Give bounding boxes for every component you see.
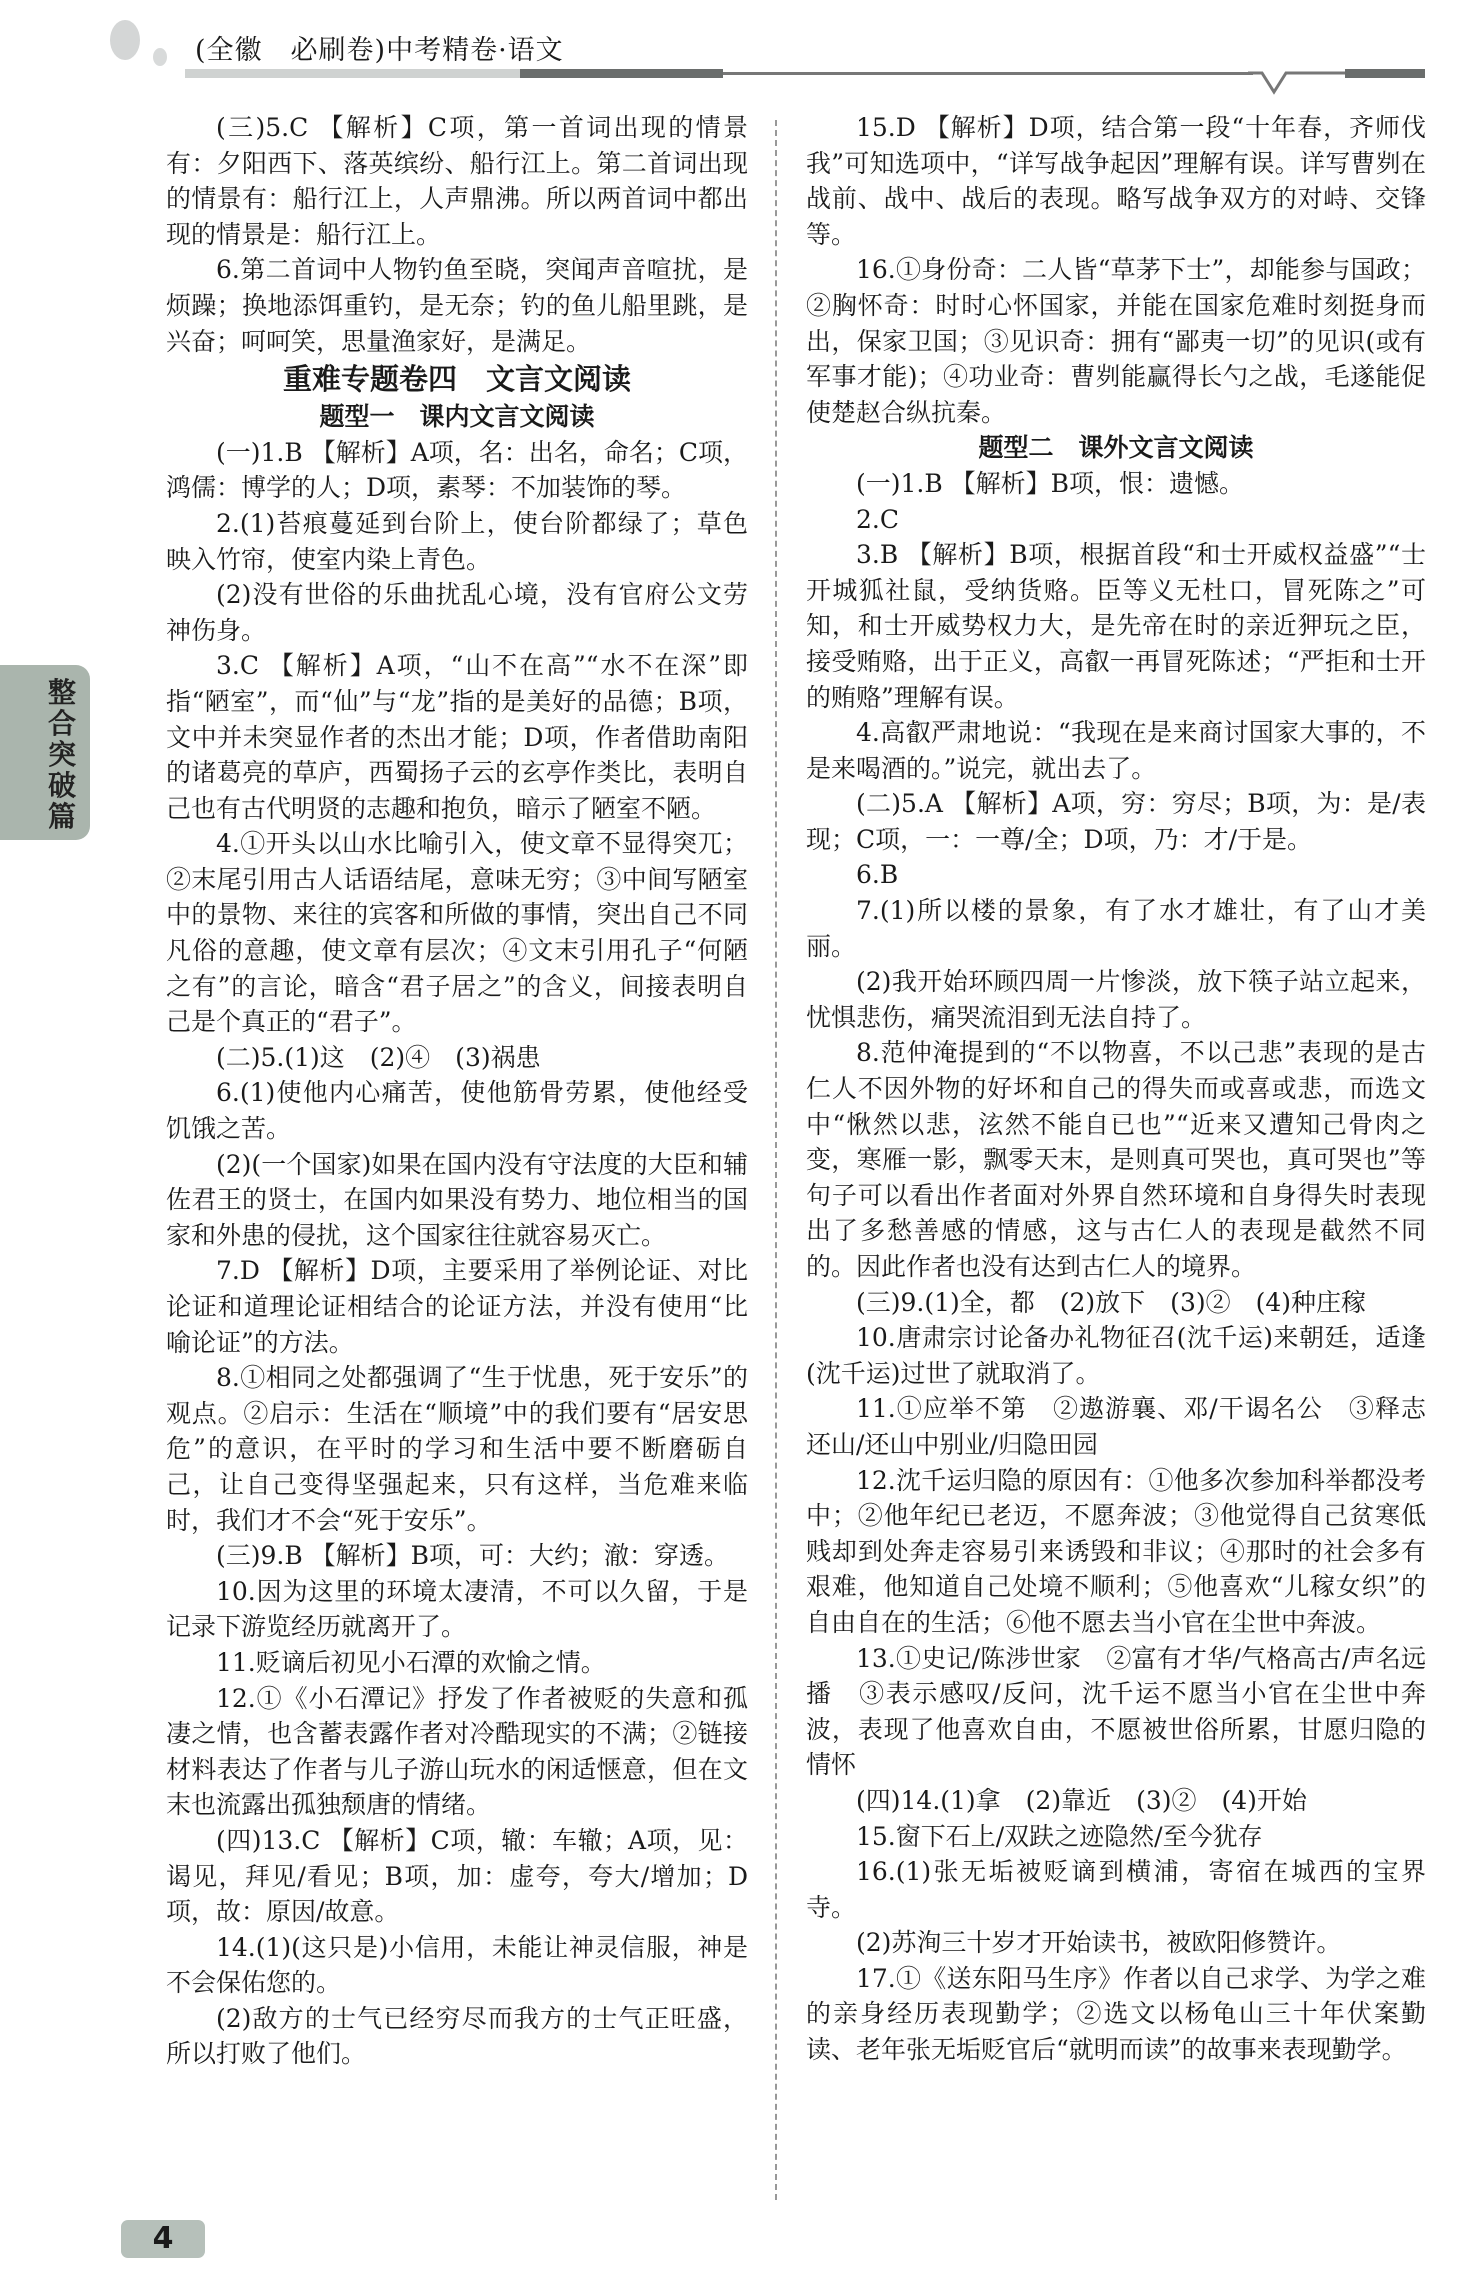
column-divider bbox=[775, 120, 777, 2200]
answer-paragraph: 17.①《送东阳马生序》作者以自己求学、为学之难的亲身经历表现勤学；②选文以杨龟山三十年伏案勤读、老年张无垢贬官后“就明而读”的故事来表现勤学。 bbox=[806, 1963, 1426, 2065]
left-column bbox=[166, 110, 748, 2072]
running-header: (全徽 必刷卷)中考精卷·语文 bbox=[195, 35, 564, 66]
answer-paragraph: (2)没有世俗的乐曲扰乱心境，没有官府公文劳神伤身。 bbox=[166, 580, 748, 645]
side-section-tab: 整合突破篇 bbox=[0, 665, 90, 840]
answer-paragraph: 15.D 【解析】D项，结合第一段“十年春，齐师伐我”可知选项中，“详写战争起因”理解有误。详写曹刿在战前、战中、战后的表现。略写战争双方的对峙、交锋等。 bbox=[806, 113, 1426, 249]
answer-paragraph: (四)13.C 【解析】C项，辙：车辙；A项，见：谒见，拜见/看见；B项，加：虚夸，夸大/增加；D项，故：原因/故意。 bbox=[166, 1825, 748, 1927]
answer-paragraph: 15.窗下石上/双趺之迹隐然/至今犹存 bbox=[856, 1821, 1263, 1851]
answer-paragraph: (二)5.(1)这 (2)④ (3)祸患 bbox=[216, 1042, 541, 1072]
decor-circle bbox=[110, 20, 140, 60]
answer-paragraph: (2)(一个国家)如果在国内没有守法度的大臣和辅佐君王的贤士，在国内如果没有势力、地位相当的国家和外患的侵扰，这个国家往往就容易灭亡。 bbox=[166, 1149, 748, 1250]
answer-paragraph: (四)14.(1)拿 (2)靠近 (3)② (4)开始 bbox=[856, 1785, 1307, 1815]
answer-paragraph: 7.D 【解析】D项，主要采用了举例论证、对比论证和道理论证相结合的论证方法，并没有使用“比喻论证”的方法。 bbox=[166, 1256, 748, 1357]
answer-paragraph: 12.①《小石潭记》抒发了作者被贬的失意和孤凄之情，也含蓄表露作者对冷酷现实的不满；②链接材料表达了作者与儿子游山玩水的闲适惬意，但在文末也流露出孤独颓唐的情绪。 bbox=[166, 1683, 748, 1820]
section-heading: 题型二 课外文言文阅读 bbox=[978, 433, 1254, 463]
answer-paragraph: 4.高叡严肃地说：“我现在是来商讨国家大事的，不是来喝酒的。”说完，就出去了。 bbox=[806, 718, 1426, 783]
answer-paragraph: 2.(1)苔痕蔓延到台阶上，使台阶都绿了；草色映入竹帘，使室内染上青色。 bbox=[166, 508, 748, 574]
answer-paragraph: (三)9.B 【解析】B项，可：大约；澈：穿透。 bbox=[216, 1541, 730, 1571]
answer-paragraph: (2)敌方的士气已经穷尽而我方的士气正旺盛，所以打败了他们。 bbox=[166, 2003, 748, 2069]
answer-paragraph: (一)1.B 【解析】B项，恨：遗憾。 bbox=[856, 468, 1245, 498]
answer-paragraph: 8.①相同之处都强调了“生于忧患，死于安乐”的观点。②启示：生活在“顺境”中的我们要有“居安思危”的意识，在平时的学习和生活中要不断磨砺自己，让自己变得坚强起来，只有这样，当危难来临时，我们才不会“死于安乐”。 bbox=[166, 1363, 748, 1535]
answer-paragraph: (三)9.(1)全，都 (2)放下 (3)② (4)种庄稼 bbox=[856, 1287, 1367, 1317]
answer-paragraph: 12.沈千运归隐的原因有：①他多次参加科举都没考中；②他年纪已老迈，不愿奔波；③他觉得自己贫寒低贱却到处奔走容易引来诱毁和非议；④那时的社会多有艰难，他知道自己处境不顺利；⑤他喜欢“儿稼女织”的自由自在的生活；⑥他不愿去当小官在尘世中奔波。 bbox=[806, 1465, 1426, 1637]
answer-paragraph: 11.①应举不第 ②遨游襄、邓/干谒名公 ③释志还山/还山中别业/归隐田园 bbox=[806, 1394, 1426, 1459]
decor-circle bbox=[153, 48, 167, 66]
answer-paragraph: 14.(1)(这只是)小信用，未能让神灵信服，神是不会保佑您的。 bbox=[166, 1932, 748, 1998]
answer-paragraph: 3.C 【解析】A项，“山不在高”“水不在深”即指“陋室”，而“仙”与“龙”指的是美好的品德；B项，文中并未突显作者的杰出才能；D项，作者借助南阳的诸葛亮的草庐，西蜀扬子云的玄亭作类比，表明自己也有古代明贤的志趣和抱负，暗示了陋室不陋。 bbox=[166, 651, 748, 823]
answer-paragraph: (二)5.A 【解析】A项，穷：穷尽；B项，为：是/表现；C项，一：一尊/全；D项，乃：才/于是。 bbox=[806, 789, 1426, 854]
answer-paragraph: 10.唐肃宗讨论备办礼物征召(沈千运)来朝廷，适逢(沈千运)过世了就取消了。 bbox=[806, 1323, 1426, 1388]
answer-paragraph: 4.①开头以山水比喻引入，使文章不显得突兀；②末尾引用古人话语结尾，意味无穷；③中间写陋室中的景物、来往的宾客和所做的事情，突出自己不同凡俗的意趣，使文章有层次；④文末引用孔子“何陋之有”的言论，暗含“君子居之”的含义，间接表明自己是个真正的“君子”。 bbox=[166, 829, 748, 1037]
answer-paragraph: 7.(1)所以楼的景象，有了水才雄壮，有了山才美丽。 bbox=[806, 896, 1426, 961]
page-number: 4 bbox=[121, 2220, 205, 2258]
answer-paragraph: 16.①身份奇：二人皆“草茅下士”，却能参与国政；②胸怀奇：时时心怀国家，并能在国家危难时刻挺身而出，保家卫国；③见识奇：拥有“鄙夷一切”的见识(或有军事才能)；④功业奇：曹刿能赢得长勺之战，毛遂能促使楚赵合纵抗秦。 bbox=[806, 255, 1426, 427]
answer-paragraph: (一)1.B 【解析】A项，名：出名，命名；C项，鸿儒：博学的人；D项，素琴：不加装饰的琴。 bbox=[166, 437, 748, 503]
answer-paragraph: 8.范仲淹提到的“不以物喜，不以己悲”表现的是古仁人不因外物的好坏和自己的得失而或喜或悲，而选文中“愀然以悲，泫然不能自已也”“近来又遭知己骨肉之变，寒雁一影，飘零天末，是则真可哭也，真可哭也”等句子可以看出作者面对外界自然环境和自身得失时表现出了多愁善感的情感，这与古仁人的表现是截然不同的。因此作者也没有达到古仁人的境界。 bbox=[806, 1038, 1426, 1281]
answer-paragraph: (三)5.C 【解析】C项，第一首词出现的情景有：夕阳西下、落英缤纷、船行江上。第二首词出现的情景有：船行江上，人声鼎沸。所以两首词中都出现的情景是：船行江上。 bbox=[166, 113, 748, 249]
answer-paragraph: 16.(1)张无垢被贬谪到横浦，寄宿在城西的宝界寺。 bbox=[806, 1857, 1426, 1922]
answer-paragraph: (2)苏洵三十岁才开始读书，被欧阳修赞许。 bbox=[856, 1928, 1342, 1958]
section-heading: 重难专题卷四 文言文阅读 bbox=[282, 362, 631, 397]
answer-paragraph: 3.B 【解析】B项，根据首段“和士开威权益盛”“士开城狐社鼠，受纳货赂。臣等义无杜口，冒死陈之”可知，和士开威势权力大，是先帝在时的亲近狎玩之臣，接受贿赂，出于正义，高叡一再冒死陈述；“严拒和士开的贿赂”理解有误。 bbox=[806, 540, 1426, 712]
section-heading: 题型一 课内文言文阅读 bbox=[319, 402, 595, 432]
answer-paragraph: 13.①史记/陈涉世家 ②富有才华/气格高古/声名远播 ③表示感叹/反问，沈千运不愿当小官在尘世中奔波，表现了他喜欢自由，不愿被世俗所累，甘愿归隐的情怀 bbox=[806, 1643, 1426, 1780]
answer-paragraph: 10.因为这里的环境太凄清，不可以久留，于是记录下游览经历就离开了。 bbox=[166, 1576, 748, 1642]
answer-paragraph: 6.(1)使他内心痛苦，使他筋骨劳累，使他经受饥饿之苦。 bbox=[166, 1078, 748, 1144]
answer-paragraph: 6.B bbox=[856, 860, 899, 890]
answer-paragraph: 11.贬谪后初见小石潭的欢愉之情。 bbox=[216, 1647, 606, 1677]
answer-paragraph: 2.C bbox=[856, 504, 899, 534]
answer-paragraph: (2)我开始环顾四周一片惨淡，放下筷子站立起来，忧惧悲伤，痛哭流泪到无法自持了。 bbox=[806, 967, 1426, 1032]
right-column bbox=[806, 110, 1426, 2068]
answer-paragraph: 6.第二首词中人物钓鱼至晓，突闻声音喧扰，是烦躁；换地添饵重钓，是无奈；钓的鱼儿船里跳，是兴奋；呵呵笑，思量渔家好，是满足。 bbox=[166, 255, 748, 356]
